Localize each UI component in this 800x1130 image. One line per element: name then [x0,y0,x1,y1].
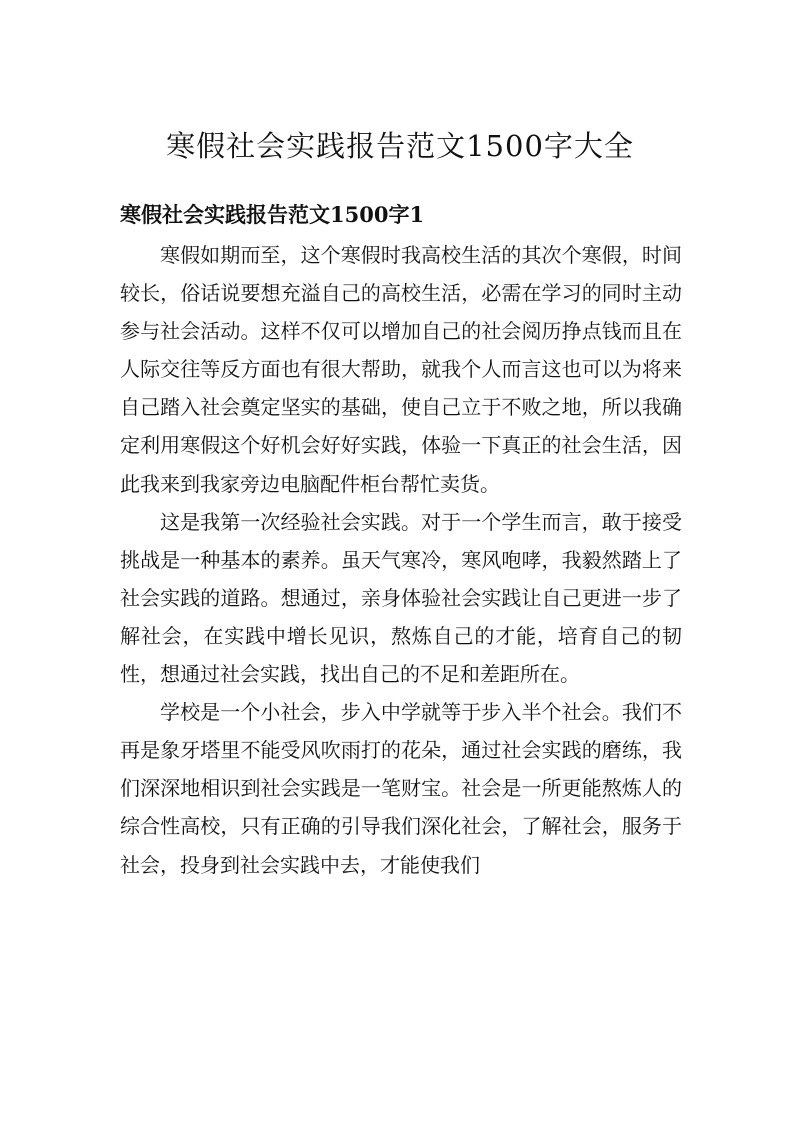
paragraph-2: 这是我第一次经验社会实践。对于一个学生而言，敢于接受挑战是一种基本的素养。虽天气寒冷，寒风咆哮，我毅然踏上了社会实践的道路。想通过，亲身体验社会实践让自己更进一步了解社会，在实践中增长见识，熬炼自己的才能，培育自己的韧性，想通过社会实践，找出自己的不足和差距所在。 [120,509,682,687]
paragraph-1: 寒假如期而至，这个寒假时我高校生活的其次个寒假，时间较长，俗话说要想充溢自己的高校生活，必需在学习的同时主动参与社会活动。这样不仅可以增加自己的社会阅历挣点钱而且在人际交往等反方面也有很大帮助，就我个人而言这也可以为将来自己踏入社会奠定坚实的基础，使自己立于不败之地，所以我确定利用寒假这个好机会好好实践，体验一下真正的社会生活，因此我来到我家旁边电脑配件柜台帮忙卖货。 [120,243,682,496]
paragraph-3: 学校是一个小社会，步入中学就等于步入半个社会。我们不再是象牙塔里不能受风吹雨打的花朵，通过社会实践的磨练，我们深深地相识到社会实践是一笔财宝。社会是一所更能熬炼人的综合性高校，只有正确的引导我们深化社会，了解社会，服务于社会，投身到社会实践中去，才能使我们 [120,700,682,877]
section-heading: 寒假社会实践报告范文1500字1 [120,202,425,227]
document-title: 寒假社会实践报告范文1500字大全 [166,129,634,163]
document-body [120,236,682,884]
